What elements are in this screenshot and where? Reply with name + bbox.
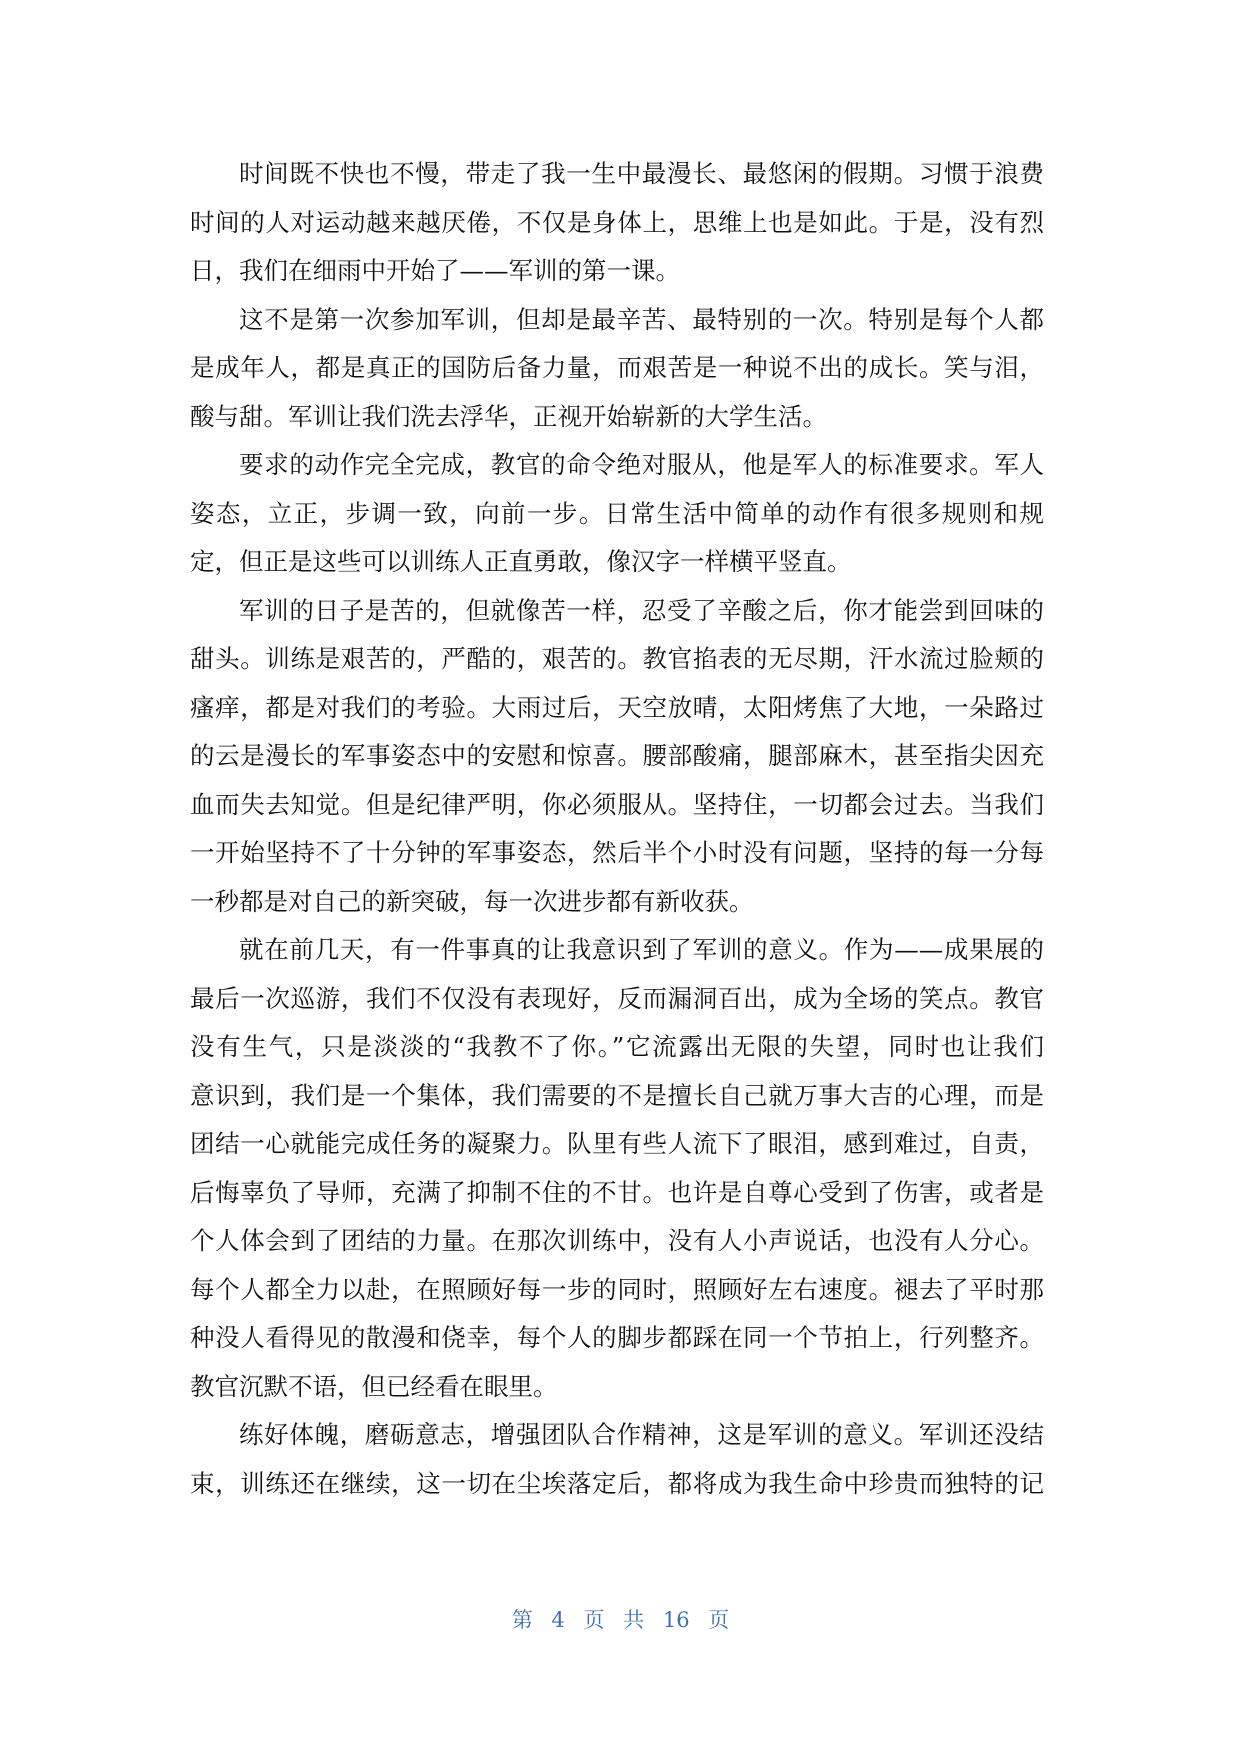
paragraph-1 bbox=[190, 150, 1044, 296]
text-line: 日，我们在细雨中开始了——军训的第一课。 bbox=[190, 256, 680, 285]
footer-gong: 共 bbox=[623, 1608, 645, 1632]
text-line: 要求的动作完全完成，教官的命令绝对服从，他是军人的标准要求。军人 bbox=[239, 450, 1044, 479]
page-footer bbox=[0, 1604, 1241, 1634]
text-line: 没有生气，只是淡淡的“我教不了你。”它流露出无限的失望，同时也让我们 bbox=[190, 1032, 1044, 1061]
text-line: 酸与甜。军训让我们洗去浮华，正视开始崭新的大学生活。 bbox=[190, 401, 827, 431]
text-line: 最后一次巡游，我们不仅没有表现好，反而漏洞百出，成为全场的笑点。教官 bbox=[190, 983, 1044, 1013]
text-line: 团结一心就能完成任务的凝聚力。队里有些人流下了眼泪，感到难过，自责， bbox=[190, 1129, 1044, 1158]
paragraph-2 bbox=[190, 296, 1044, 442]
footer-di: 第 bbox=[511, 1608, 533, 1632]
paragraph-3 bbox=[190, 441, 1044, 587]
footer-ye-end: 页 bbox=[708, 1608, 730, 1632]
text-line: 是成年人，都是真正的国防后备力量，而艰苦是一种说不出的成长。笑与泪， bbox=[190, 353, 1044, 382]
text-line: 练好体魄，磨砺意志，增强团队合作精神，这是军训的意义。军训还没结 bbox=[239, 1420, 1044, 1449]
text-line: 这不是第一次参加军训，但却是最辛苦、最特别的一次。特别是每个人都 bbox=[239, 304, 1044, 334]
footer-total-pages: 16 bbox=[662, 1608, 690, 1632]
text-line: 的云是漫长的军事姿态中的安慰和惊喜。腰部酸痛，腿部麻木，甚至指尖因充 bbox=[190, 741, 1044, 770]
text-line: 甜头。训练是艰苦的，严酷的，艰苦的。教官掐表的无尽期，汗水流过脸颊的 bbox=[190, 644, 1044, 673]
text-line: 瘙痒，都是对我们的考验。大雨过后，天空放晴，太阳烤焦了大地，一朵路过 bbox=[190, 692, 1044, 722]
text-line: 时间的人对运动越来越厌倦，不仅是身体上，思维上也是如此。于是，没有烈 bbox=[190, 207, 1044, 237]
text-line: 个人体会到了团结的力量。在那次训练中，没有人小声说话，也没有人分心。 bbox=[190, 1226, 1044, 1255]
footer-ye: 页 bbox=[583, 1608, 605, 1632]
text-line: 定，但正是这些可以训练人正直勇敢，像汉字一样横平竖直。 bbox=[190, 547, 852, 576]
text-line: 每个人都全力以赴，在照顾好每一步的同时，照顾好左右速度。褪去了平时那 bbox=[190, 1274, 1044, 1304]
text-line: 种没人看得见的散漫和侥幸，每个人的脚步都踩在同一个节拍上，行列整齐。 bbox=[190, 1323, 1044, 1352]
text-line: 一开始坚持不了十分钟的军事姿态，然后半个小时没有问题，坚持的每一分每 bbox=[190, 838, 1044, 867]
text-line: 意识到，我们是一个集体，我们需要的不是擅长自己就万事大吉的心理，而是 bbox=[190, 1080, 1044, 1110]
text-line: 姿态，立正，步调一致，向前一步。日常生活中简单的动作有很多规则和规 bbox=[190, 498, 1044, 528]
document-body bbox=[190, 150, 1044, 1508]
text-line: 一秒都是对自己的新突破，每一次进步都有新收获。 bbox=[190, 886, 754, 916]
text-line: 后悔辜负了导师，充满了抑制不住的不甘。也许是自尊心受到了伤害，或者是 bbox=[190, 1177, 1044, 1207]
paragraph-6 bbox=[190, 1411, 1044, 1508]
text-line: 教官沉默不语，但已经看在眼里。 bbox=[190, 1371, 558, 1401]
text-line: 就在前几天，有一件事真的让我意识到了军训的意义。作为——成果展的 bbox=[239, 935, 1044, 964]
text-line: 时间既不快也不慢，带走了我一生中最漫长、最悠闲的假期。习惯于浪费 bbox=[239, 159, 1044, 188]
paragraph-4 bbox=[190, 587, 1044, 927]
text-line: 军训的日子是苦的，但就像苦一样，忍受了辛酸之后，你才能尝到回味的 bbox=[239, 595, 1044, 625]
text-line: 血而失去知觉。但是纪律严明，你必须服从。坚持住，一切都会过去。当我们 bbox=[190, 789, 1044, 819]
footer-page-number: 4 bbox=[551, 1608, 565, 1632]
text-line: 束，训练还在继续，这一切在尘埃落定后，都将成为我生命中珍贵而独特的记 bbox=[190, 1468, 1044, 1498]
paragraph-5 bbox=[190, 926, 1044, 1411]
